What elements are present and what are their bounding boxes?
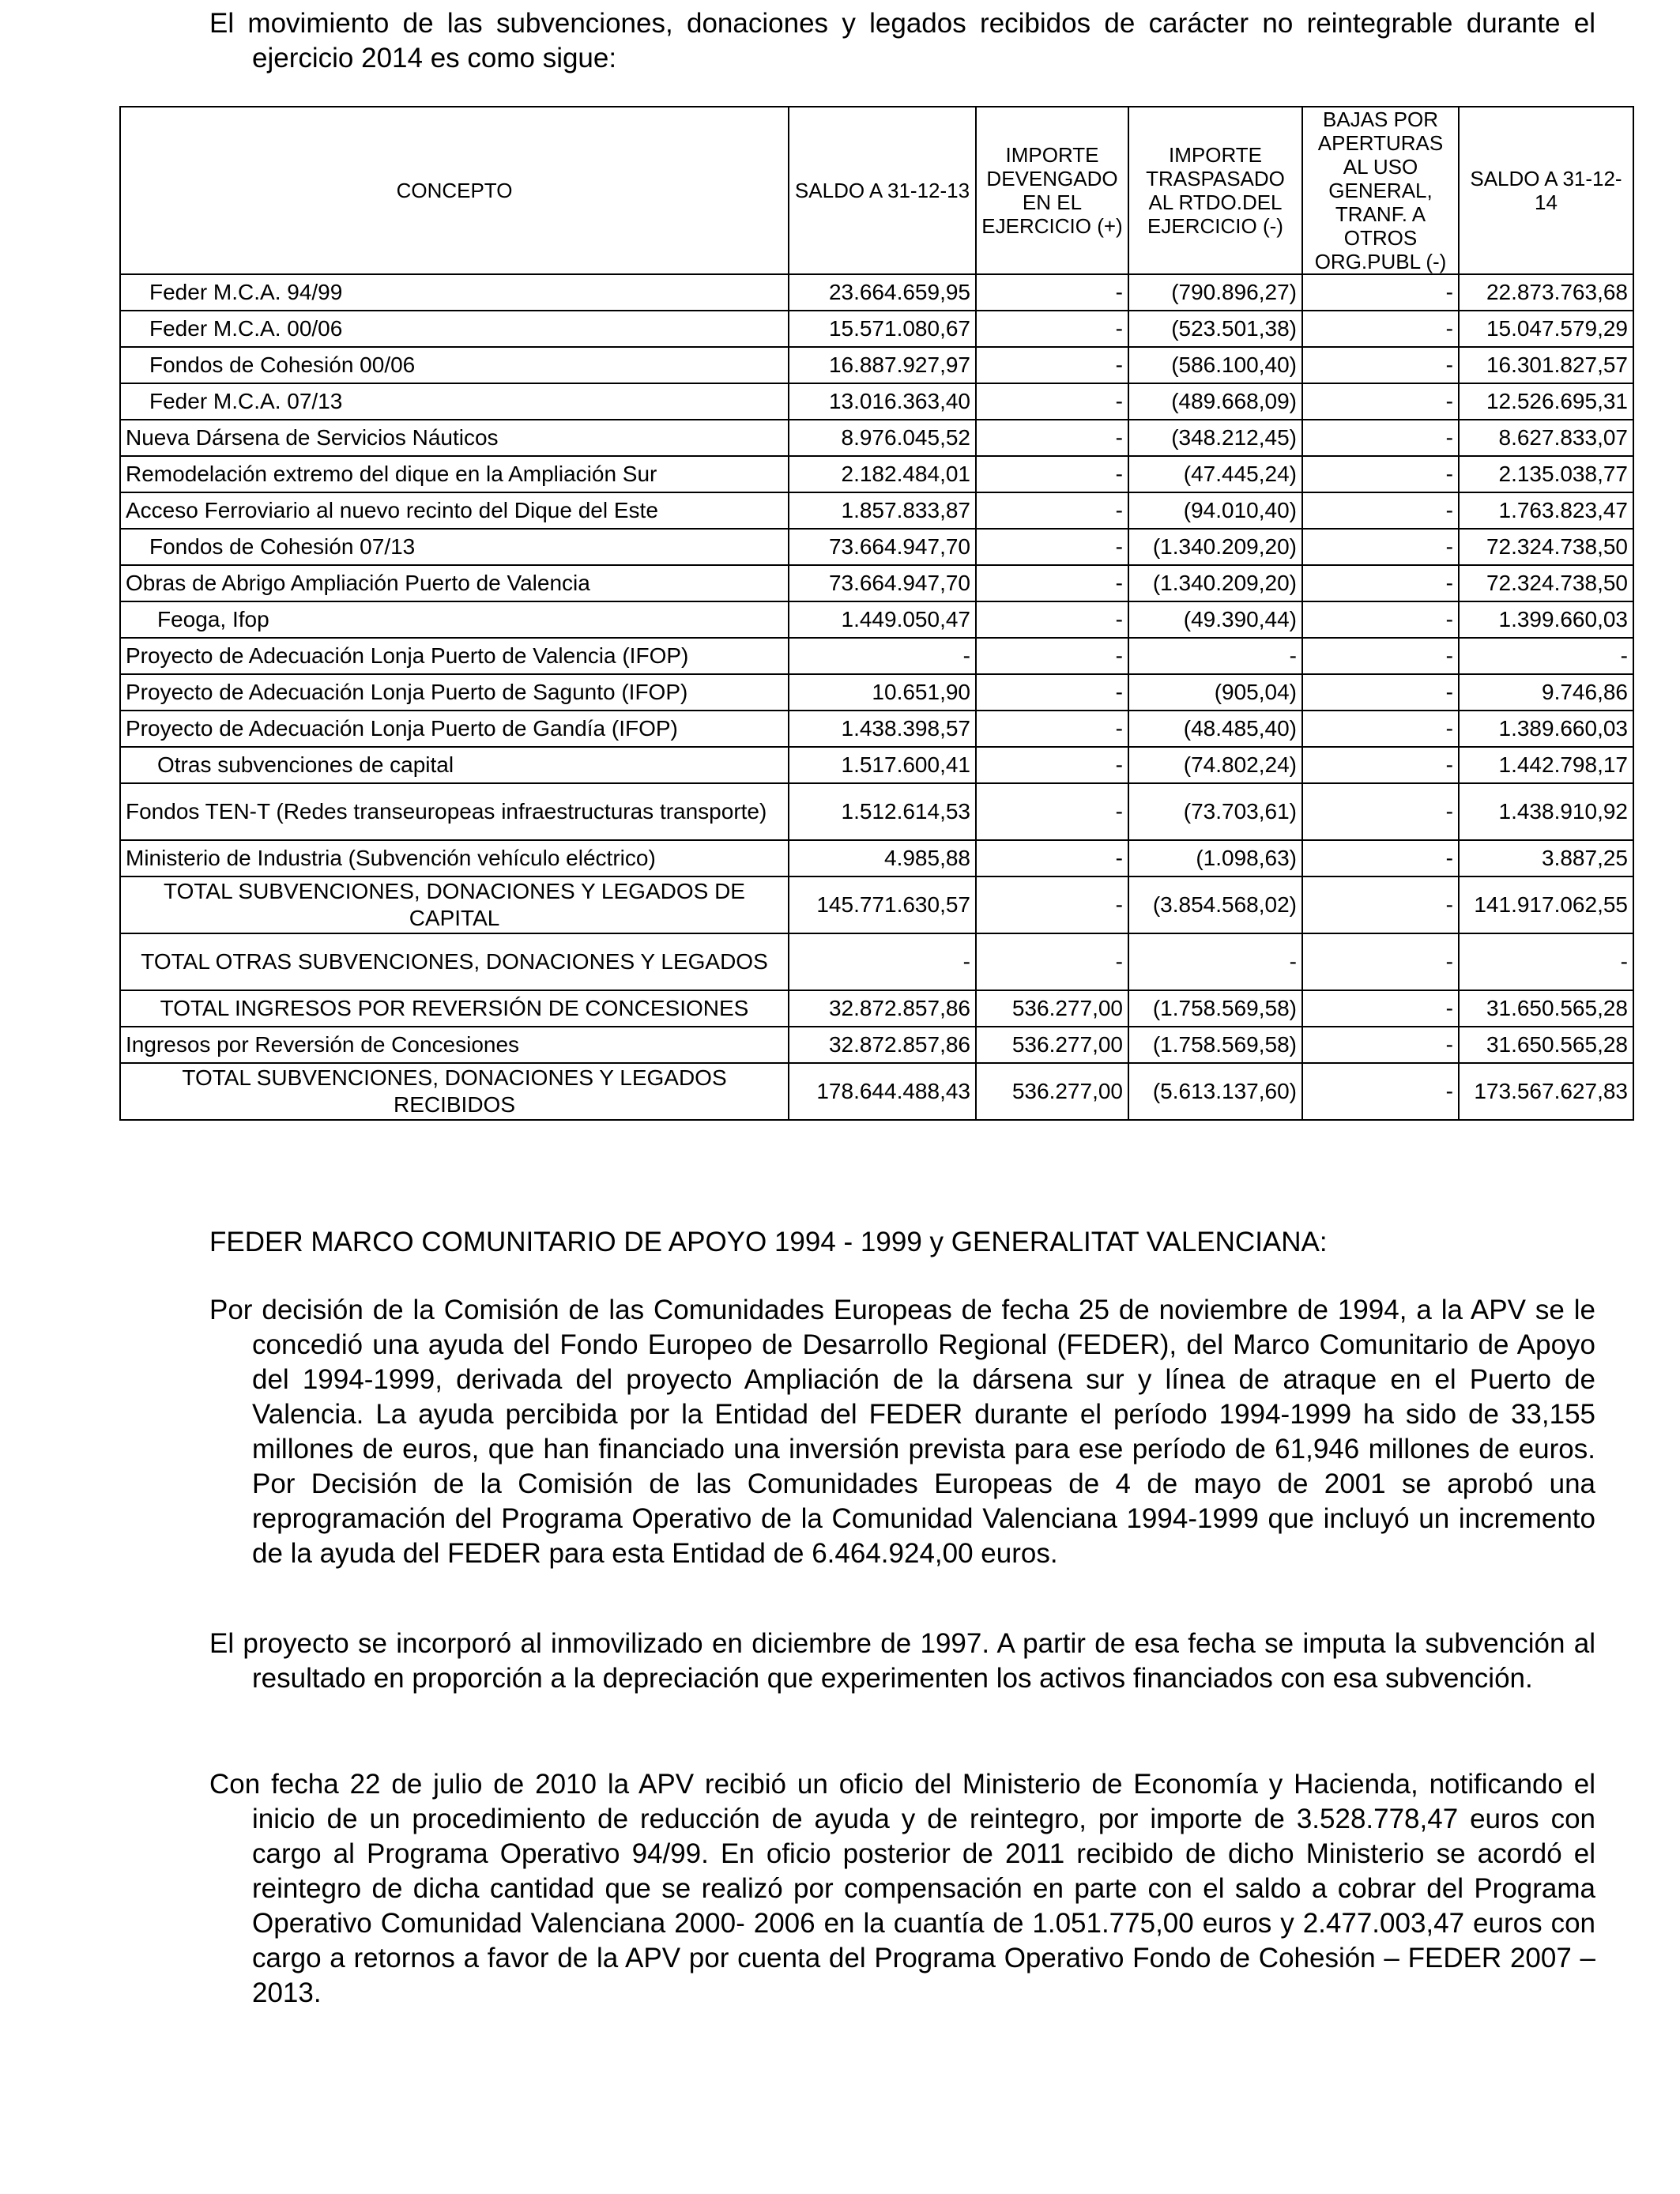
row-traspasado: (1.758.569,58) (1128, 1027, 1302, 1063)
row-saldo-inicial: 32.872.857,86 (789, 1027, 976, 1063)
row-traspasado: (47.445,24) (1128, 456, 1302, 492)
row-bajas: - (1302, 1063, 1459, 1120)
table-row (120, 311, 1633, 347)
row-concept: Proyecto de Adecuación Lonja Puerto de Sagunto (IFOP) (120, 674, 789, 711)
row-saldo-final: 72.324.738,50 (1459, 565, 1633, 601)
row-saldo-final: 1.763.823,47 (1459, 492, 1633, 529)
table-row (120, 383, 1633, 420)
table-row (120, 1027, 1633, 1063)
row-bajas: - (1302, 601, 1459, 638)
row-devengado: 536.277,00 (976, 990, 1128, 1027)
row-concept: Fondos de Cohesión 00/06 (120, 347, 789, 383)
row-devengado: - (976, 638, 1128, 674)
intro-paragraph: El movimiento de las subvenciones, donaciones y legados recibidos de carácter no reintegrable durante el ejercicio 2014 es como sigue: (209, 8, 1595, 74)
row-saldo-inicial: 73.664.947,70 (789, 529, 976, 565)
row-devengado: - (976, 674, 1128, 711)
row-bajas: - (1302, 990, 1459, 1027)
header-traspasado: IMPORTE TRASPASADO AL RTDO.DEL EJERCICIO (-) (1128, 107, 1302, 274)
table-row (120, 529, 1633, 565)
row-concept: Proyecto de Adecuación Lonja Puerto de Gandía (IFOP) (120, 711, 789, 747)
table-row (120, 674, 1633, 711)
row-concept: Obras de Abrigo Ampliación Puerto de Valencia (120, 565, 789, 601)
row-devengado: - (976, 783, 1128, 840)
row-saldo-final: 31.650.565,28 (1459, 1027, 1633, 1063)
row-bajas: - (1302, 311, 1459, 347)
row-saldo-final: 141.917.062,55 (1459, 876, 1633, 933)
paragraph-inmovilizado: El proyecto se incorporó al inmovilizado en diciembre de 1997. A partir de esa fecha se imputa la subvención al resultado en proporción a la depreciación que experimenten los activos financiados con esa subvención. (209, 1628, 1595, 1694)
row-devengado: 536.277,00 (976, 1063, 1128, 1120)
paragraph-decision: Por decisión de la Comisión de las Comunidades Europeas de fecha 25 de noviembre de 1994, a la APV se le concedió una ayuda del Fondo Europeo de Desarrollo Regional (FEDER), del Marco Comunitario de Apoyo del 1994-1999, derivada del proyecto Ampliación de la dársena sur y línea de atraque en el Puerto de Valencia. La ayuda percibida por la Entidad del FEDER durante el período 1994-1999 ha sido de 33,155 millones de euros, que han financiado una inversión prevista para ese período de 61,946 millones de euros. Por Decisión de la Comisión de las Comunidades Europeas de 4 de mayo de 2001 se aprobó una reprogramación del Programa Operativo de la Comunidad Valenciana 1994-1999 que incluyó un incremento de la ayuda del FEDER para esta Entidad de 6.464.924,00 euros. (209, 1295, 1595, 1569)
row-traspasado: - (1128, 638, 1302, 674)
row-saldo-inicial: 2.182.484,01 (789, 456, 976, 492)
row-saldo-final: 1.442.798,17 (1459, 747, 1633, 783)
section-title: FEDER MARCO COMUNITARIO DE APOYO 1994 - 1999 y GENERALITAT VALENCIANA: (209, 1227, 1328, 1257)
row-saldo-inicial: 1.512.614,53 (789, 783, 976, 840)
row-devengado: - (976, 565, 1128, 601)
row-traspasado: (73.703,61) (1128, 783, 1302, 840)
row-bajas: - (1302, 747, 1459, 783)
table-row (120, 840, 1633, 876)
row-saldo-inicial: 1.438.398,57 (789, 711, 976, 747)
row-saldo-inicial: - (789, 638, 976, 674)
table-total-row (120, 876, 1633, 933)
row-traspasado: (523.501,38) (1128, 311, 1302, 347)
table-row (120, 274, 1633, 311)
row-saldo-inicial: 23.664.659,95 (789, 274, 976, 311)
row-concept: Acceso Ferroviario al nuevo recinto del Dique del Este (120, 492, 789, 529)
table-row (120, 492, 1633, 529)
row-traspasado: (1.340.209,20) (1128, 565, 1302, 601)
row-saldo-inicial: 15.571.080,67 (789, 311, 976, 347)
row-devengado: 536.277,00 (976, 1027, 1128, 1063)
row-saldo-final: 173.567.627,83 (1459, 1063, 1633, 1120)
row-bajas: - (1302, 274, 1459, 311)
header-saldo-inicial: SALDO A 31-12-13 (789, 107, 976, 274)
row-concept: Nueva Dársena de Servicios Náuticos (120, 420, 789, 456)
row-concept: Ingresos por Reversión de Concesiones (120, 1027, 789, 1063)
row-devengado: - (976, 840, 1128, 876)
table-row (120, 601, 1633, 638)
row-bajas: - (1302, 876, 1459, 933)
row-traspasado: (1.758.569,58) (1128, 990, 1302, 1027)
row-devengado: - (976, 876, 1128, 933)
row-bajas: - (1302, 420, 1459, 456)
row-devengado: - (976, 420, 1128, 456)
row-concept: Otras subvenciones de capital (120, 747, 789, 783)
row-devengado: - (976, 347, 1128, 383)
row-devengado: - (976, 601, 1128, 638)
subvenciones-table (119, 106, 1634, 1121)
table-row (120, 747, 1633, 783)
row-saldo-inicial: 178.644.488,43 (789, 1063, 976, 1120)
row-bajas: - (1302, 347, 1459, 383)
row-concept: Ministerio de Industria (Subvención vehículo eléctrico) (120, 840, 789, 876)
row-traspasado: (1.098,63) (1128, 840, 1302, 876)
row-saldo-final: 12.526.695,31 (1459, 383, 1633, 420)
row-saldo-inicial: 32.872.857,86 (789, 990, 976, 1027)
row-concept: TOTAL SUBVENCIONES, DONACIONES Y LEGADOS DE CAPITAL (120, 876, 789, 933)
row-bajas: - (1302, 1027, 1459, 1063)
row-traspasado: (48.485,40) (1128, 711, 1302, 747)
row-concept: Fondos de Cohesión 07/13 (120, 529, 789, 565)
row-bajas: - (1302, 674, 1459, 711)
row-concept: TOTAL OTRAS SUBVENCIONES, DONACIONES Y LEGADOS (120, 933, 789, 990)
row-devengado: - (976, 529, 1128, 565)
row-saldo-inicial: 1.449.050,47 (789, 601, 976, 638)
table-total-row (120, 990, 1633, 1027)
row-devengado: - (976, 274, 1128, 311)
table-row (120, 638, 1633, 674)
row-traspasado: - (1128, 933, 1302, 990)
row-saldo-final: - (1459, 933, 1633, 990)
row-saldo-inicial: 1.517.600,41 (789, 747, 976, 783)
row-traspasado: (348.212,45) (1128, 420, 1302, 456)
table-total-row (120, 933, 1633, 990)
row-saldo-final: 9.746,86 (1459, 674, 1633, 711)
row-saldo-final: 1.389.660,03 (1459, 711, 1633, 747)
row-saldo-final: 1.399.660,03 (1459, 601, 1633, 638)
row-bajas: - (1302, 933, 1459, 990)
row-devengado: - (976, 492, 1128, 529)
row-traspasado: (5.613.137,60) (1128, 1063, 1302, 1120)
row-saldo-final: - (1459, 638, 1633, 674)
row-devengado: - (976, 311, 1128, 347)
row-concept: Remodelación extremo del dique en la Ampliación Sur (120, 456, 789, 492)
paragraph-reintegro: Con fecha 22 de julio de 2010 la APV recibió un oficio del Ministerio de Economía y Hacienda, notificando el inicio de un procedimiento de reducción de ayuda y de reintegro, por importe de 3.528.778,47 euros con cargo al Programa Operativo 94/99. En oficio posterior de 2011 recibido de dicho Ministerio se acordó el reintegro de dicha cantidad que se realizó por compensación en parte con el saldo a cobrar del Programa Operativo Comunidad Valenciana 2000- 2006 en la cuantía de 1.051.775,00 euros y 2.477.003,47 euros con cargo a retornos a favor de la APV por cuenta del Programa Operativo Fondo de Cohesión – FEDER 2007 – 2013. (209, 1769, 1595, 2008)
header-concepto: CONCEPTO (120, 107, 789, 274)
row-saldo-inicial: - (789, 933, 976, 990)
row-traspasado: (49.390,44) (1128, 601, 1302, 638)
row-saldo-inicial: 145.771.630,57 (789, 876, 976, 933)
row-bajas: - (1302, 383, 1459, 420)
row-devengado: - (976, 933, 1128, 990)
row-traspasado: (74.802,24) (1128, 747, 1302, 783)
row-bajas: - (1302, 529, 1459, 565)
row-saldo-inicial: 4.985,88 (789, 840, 976, 876)
row-concept: Fondos TEN-T (Redes transeuropeas infraestructuras transporte) (120, 783, 789, 840)
row-saldo-final: 1.438.910,92 (1459, 783, 1633, 840)
row-saldo-final: 2.135.038,77 (1459, 456, 1633, 492)
row-concept: Feoga, Ifop (120, 601, 789, 638)
table-row (120, 420, 1633, 456)
table-row (120, 456, 1633, 492)
row-traspasado: (489.668,09) (1128, 383, 1302, 420)
row-bajas: - (1302, 840, 1459, 876)
row-saldo-final: 3.887,25 (1459, 840, 1633, 876)
row-concept: Feder M.C.A. 00/06 (120, 311, 789, 347)
row-bajas: - (1302, 711, 1459, 747)
table-row (120, 347, 1633, 383)
table-grand-total-row (120, 1063, 1633, 1120)
row-saldo-final: 22.873.763,68 (1459, 274, 1633, 311)
row-concept: TOTAL INGRESOS POR REVERSIÓN DE CONCESIONES (120, 990, 789, 1027)
row-saldo-final: 72.324.738,50 (1459, 529, 1633, 565)
row-devengado: - (976, 747, 1128, 783)
table-row (120, 711, 1633, 747)
row-bajas: - (1302, 456, 1459, 492)
table-header-row (120, 107, 1633, 274)
row-saldo-final: 31.650.565,28 (1459, 990, 1633, 1027)
row-traspasado: (790.896,27) (1128, 274, 1302, 311)
row-devengado: - (976, 711, 1128, 747)
row-saldo-inicial: 73.664.947,70 (789, 565, 976, 601)
row-traspasado: (1.340.209,20) (1128, 529, 1302, 565)
row-bajas: - (1302, 565, 1459, 601)
row-saldo-inicial: 10.651,90 (789, 674, 976, 711)
row-traspasado: (94.010,40) (1128, 492, 1302, 529)
row-saldo-inicial: 8.976.045,52 (789, 420, 976, 456)
table-row (120, 565, 1633, 601)
table-row (120, 783, 1633, 840)
header-bajas: BAJAS POR APERTURAS AL USO GENERAL, TRANF. A OTROS ORG.PUBL (-) (1302, 107, 1459, 274)
row-concept: TOTAL SUBVENCIONES, DONACIONES Y LEGADOS RECIBIDOS (120, 1063, 789, 1120)
row-concept: Proyecto de Adecuación Lonja Puerto de Valencia (IFOP) (120, 638, 789, 674)
row-traspasado: (3.854.568,02) (1128, 876, 1302, 933)
row-devengado: - (976, 456, 1128, 492)
row-saldo-final: 15.047.579,29 (1459, 311, 1633, 347)
row-concept: Feder M.C.A. 07/13 (120, 383, 789, 420)
row-bajas: - (1302, 638, 1459, 674)
row-concept: Feder M.C.A. 94/99 (120, 274, 789, 311)
row-devengado: - (976, 383, 1128, 420)
row-bajas: - (1302, 492, 1459, 529)
header-devengado: IMPORTE DEVENGADO EN EL EJERCICIO (+) (976, 107, 1128, 274)
row-traspasado: (586.100,40) (1128, 347, 1302, 383)
row-traspasado: (905,04) (1128, 674, 1302, 711)
row-saldo-inicial: 16.887.927,97 (789, 347, 976, 383)
row-saldo-inicial: 1.857.833,87 (789, 492, 976, 529)
row-bajas: - (1302, 783, 1459, 840)
header-saldo-final: SALDO A 31-12-14 (1459, 107, 1633, 274)
row-saldo-final: 16.301.827,57 (1459, 347, 1633, 383)
row-saldo-final: 8.627.833,07 (1459, 420, 1633, 456)
row-saldo-inicial: 13.016.363,40 (789, 383, 976, 420)
